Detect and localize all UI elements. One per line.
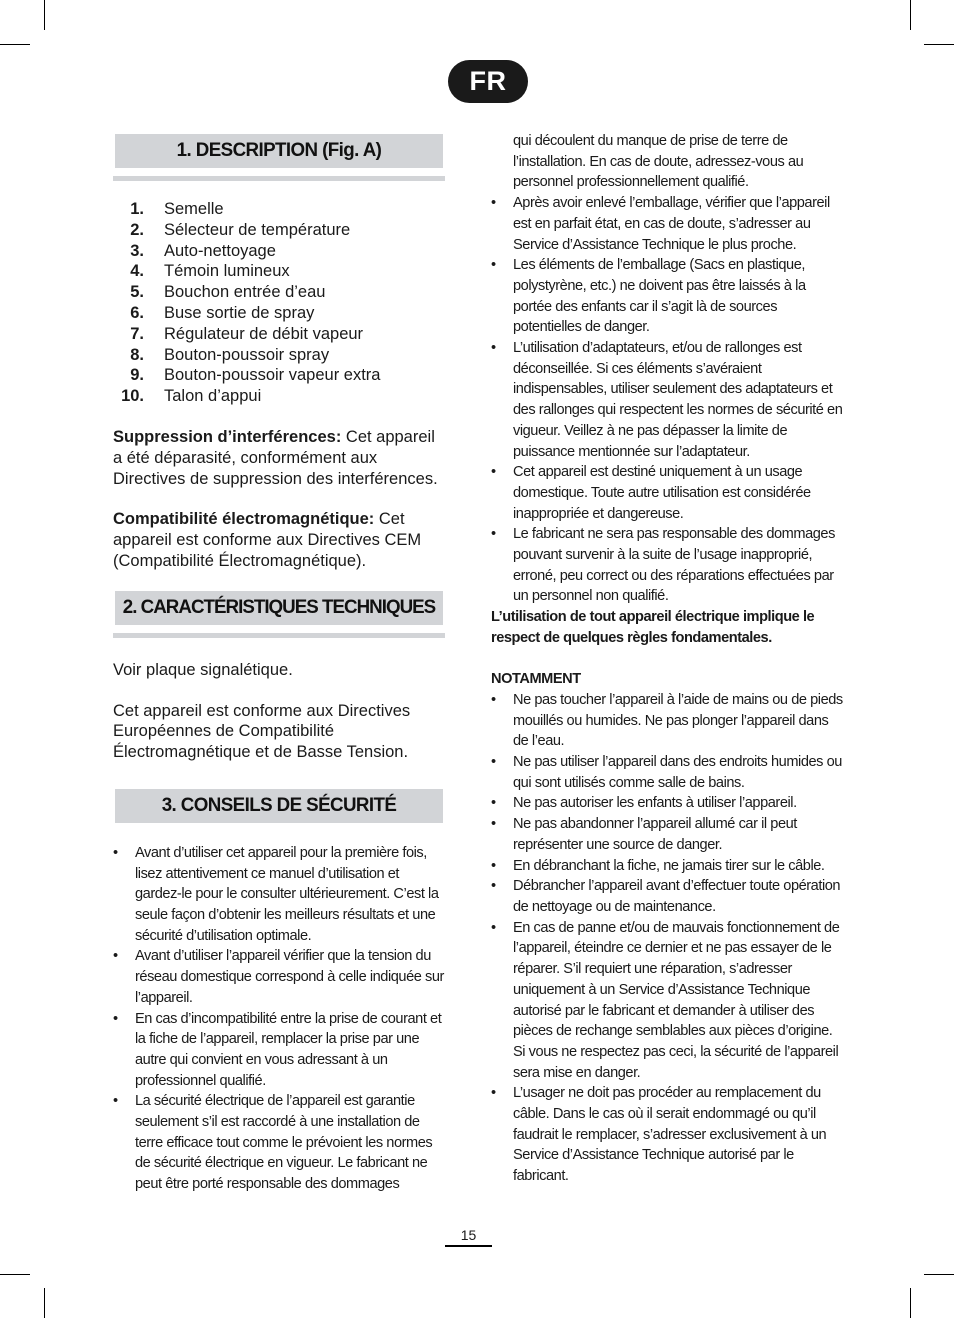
parts-list-item: 7. Régulateur de débit vapeur bbox=[130, 324, 364, 343]
list-item: • En débranchant la fiche, ne jamais tirer sur le câble. bbox=[491, 857, 825, 874]
crop-mark-bottom-right-h bbox=[924, 1274, 954, 1275]
language-badge: FR bbox=[448, 60, 528, 103]
section-technical bbox=[113, 591, 445, 763]
list-item: • Ne pas abandonner l’appareil allumé car il peut représenter une source de danger. bbox=[491, 816, 797, 853]
list-item: • En cas de panne et/ou de mauvais fonctionnement de l’appareil, éteindre ce dernier et ne pas essayer de le réparer. S’il requiert une réparation, s’adresser uniquement à un Service d’Assistance Technique autorisé par le fabricant et demander à utiliser des pièces de rechange semblables aux pièces d’origine. Si vous ne respectez pas ceci, la sécurité de l’appareil sera mise en danger. bbox=[491, 919, 840, 1081]
section-header-technical: 2. CARACTÉRISTIQUES TECHNIQUES bbox=[115, 591, 443, 625]
interference-paragraph: Suppression d’interférences: Cet appareil a été déparasité, conformément aux Directives de suppression des interférences. bbox=[113, 427, 438, 488]
section-header-safety: 3. CONSEILS DE SÉCURITÉ bbox=[115, 789, 443, 823]
list-item: • Après avoir enlevé l’emballage, vérifier que l’appareil est en parfait état, en cas de doute, s’adresser au Service d’Assistance Technique le plus proche. bbox=[491, 195, 830, 253]
list-item: • Le fabricant ne sera pas responsable des dommages pouvant survenir à la suite de l’usage inapproprié, erroné, peu correct ou des réparations effectuées par un personnel non qualifié. bbox=[491, 526, 835, 605]
list-item: • Ne pas autoriser les enfants à utiliser l’appareil. bbox=[491, 795, 797, 812]
safety-bullet-list-continued bbox=[491, 193, 843, 607]
page-number: 15 bbox=[445, 1226, 492, 1247]
crop-mark-top-right-h bbox=[924, 44, 954, 45]
list-item: • Cet appareil est destiné uniquement à un usage domestique. Toute autre utilisation est considérée inappropriée et dangereuse. bbox=[491, 464, 811, 522]
list-item: • La sécurité électrique de l’appareil est garantie seulement s’il est raccordé à une installation de terre efficace tout comme le prévoient les normes de sécurité électrique en vigueur. Le fabricant ne peut être porté responsable des dommages bbox=[113, 1093, 433, 1193]
parts-list-item: 2. Sélecteur de température bbox=[130, 220, 351, 239]
list-item: • L’utilisation d’adaptateurs, et/ou de rallonges est déconseillée. Si ces éléments s’avéraient indispensables, utiliser seulement des adaptateurs et des rallonges qui respectent les normes de sécurité en vigueur. Veillez à ne pas dépasser la limite de puissance mentionnée sur l’adaptateur. bbox=[491, 340, 843, 460]
safety-bullet-list bbox=[113, 843, 445, 1195]
parts-list-item: 5. Bouchon entrée d’eau bbox=[130, 283, 326, 302]
list-item: • L’usager ne doit pas procéder au remplacement du câble. Dans le cas où il serait endommagé ou qu’il faudrait le remplacer, s’adresser exclusivement à un Service d’Assistance Technique autorisé par le fabricant. bbox=[491, 1085, 827, 1185]
parts-list-item: 4. Témoin lumineux bbox=[130, 262, 290, 281]
left-column bbox=[113, 134, 445, 1195]
section-safety bbox=[113, 789, 445, 1195]
section-rule bbox=[113, 176, 445, 181]
parts-list bbox=[113, 199, 445, 407]
parts-list-item: 3. Auto-nettoyage bbox=[130, 241, 276, 260]
section-description bbox=[113, 134, 445, 572]
parts-list-item: 9. Bouton-poussoir vapeur extra bbox=[130, 366, 381, 385]
crop-mark-bottom-left-v bbox=[44, 1288, 45, 1318]
notamment-heading: NOTAMMENT bbox=[491, 671, 581, 688]
list-item: • Ne pas toucher l’appareil à l’aide de mains ou de pieds mouillés ou humides. Ne pas plonger l’appareil dans de l’eau. bbox=[491, 691, 843, 750]
list-item: • Débrancher l’appareil avant d’effectuer toute opération de nettoyage ou de maintenance. bbox=[491, 878, 841, 915]
crop-mark-top-left-h bbox=[0, 44, 30, 45]
notamment-bullet-list bbox=[491, 690, 843, 1187]
parts-list-item: 8. Bouton-poussoir spray bbox=[130, 345, 330, 364]
list-item: • En cas d’incompatibilité entre la prise de courant et la fiche de l’appareil, remplacer la prise par une autre qui convient en vous adressant à un professionnel qualifié. bbox=[113, 1010, 442, 1089]
crop-mark-top-left-v bbox=[44, 0, 45, 30]
parts-list-item: 1. Semelle bbox=[130, 200, 224, 218]
crop-mark-bottom-left-h bbox=[0, 1274, 30, 1275]
section-rule bbox=[113, 633, 445, 638]
list-item: • Avant d’utiliser l’appareil vérifier que la tension du réseau domestique correspond à celle indiquée sur l’appareil. bbox=[113, 948, 444, 1006]
continuation-text: qui découlent du manque de prise de terre de l’installation. En cas de doute, adressez-vous au personnel professionnellement qualifié. bbox=[513, 133, 804, 191]
right-column bbox=[491, 131, 843, 1187]
crop-mark-top-right-v bbox=[910, 0, 911, 30]
section-header-description: 1. DESCRIPTION (Fig. A) bbox=[115, 134, 443, 168]
parts-list-item: 10. Talon d’appui bbox=[121, 387, 262, 406]
list-item: • Ne pas utiliser l’appareil dans des endroits humides ou qui sont utilisés comme salle de bains. bbox=[491, 754, 842, 791]
list-item: • Avant d’utiliser cet appareil pour la première fois, lisez attentivement ce manuel d’utilisation et gardez-le pour le consulter ultérieurement. C’est la seule façon d’obtenir les meilleurs résultats et une sécurité d’utilisation optimale. bbox=[113, 844, 439, 944]
parts-list-item: 6. Buse sortie de spray bbox=[130, 303, 315, 322]
crop-mark-bottom-right-v bbox=[910, 1288, 911, 1318]
rating-plate-text: Voir plaque signalétique. bbox=[113, 660, 293, 679]
fundamental-rules-note: L’utilisation de tout appareil électrique implique le respect de quelques règles fondamentales. bbox=[491, 609, 815, 646]
list-item: • Les éléments de l’emballage (Sacs en plastique, polystyrène, etc.) ne doivent pas être laissés à la portée des enfants car il s’agit là de sources potentielles de danger. bbox=[491, 257, 806, 336]
conformity-text: Cet appareil est conforme aux Directives Européennes de Compatibilité Électromagnétique et de Basse Tension. bbox=[113, 701, 411, 762]
emc-paragraph: Compatibilité électromagnétique: Cet appareil est conforme aux Directives CEM (Compatibilité Électromagnétique). bbox=[113, 510, 422, 570]
